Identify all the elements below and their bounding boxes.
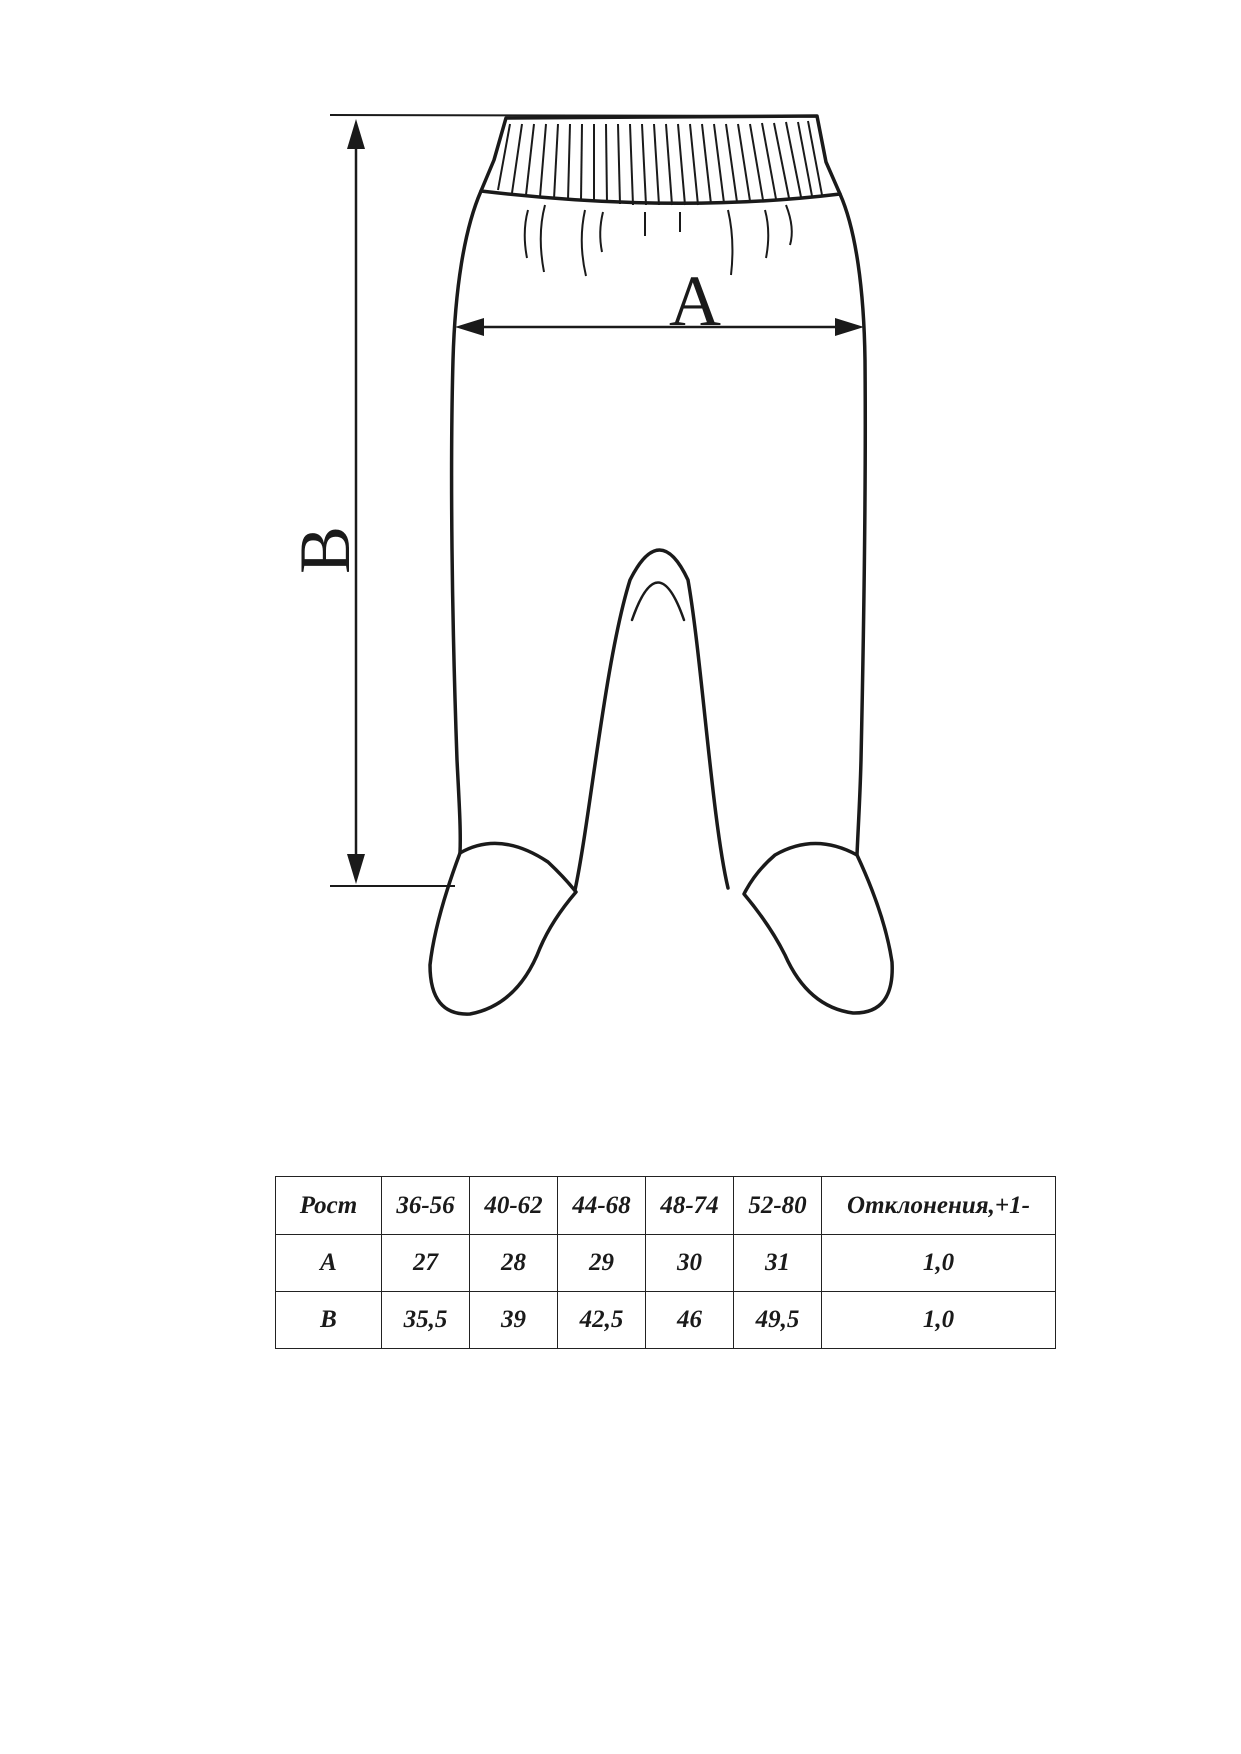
table-cell: 29 <box>558 1235 646 1292</box>
table-cell: 39 <box>470 1292 558 1349</box>
dimension-a-arrow <box>455 318 864 336</box>
dimension-b-label: B <box>285 525 365 575</box>
table-header-row <box>276 1177 1056 1235</box>
table-cell: 27 <box>382 1235 470 1292</box>
header-label: Рост <box>276 1177 382 1235</box>
dimension-b-arrow <box>330 115 815 886</box>
table-cell: 31 <box>734 1235 822 1292</box>
table-cell: 42,5 <box>558 1292 646 1349</box>
header-size: 40-62 <box>470 1177 558 1235</box>
waistband <box>481 116 840 203</box>
table-cell: 35,5 <box>382 1292 470 1349</box>
pants-outline <box>452 191 866 855</box>
table-cell: 30 <box>646 1235 734 1292</box>
waistband-ribs <box>498 121 822 205</box>
header-deviation: Отклонения,+1- <box>822 1177 1056 1235</box>
table-row <box>276 1292 1056 1349</box>
table-cell: 49,5 <box>734 1292 822 1349</box>
row-label: A <box>276 1235 382 1292</box>
header-size: 44-68 <box>558 1177 646 1235</box>
gathering-folds <box>525 205 792 276</box>
table-cell: 28 <box>470 1235 558 1292</box>
right-bootie <box>744 844 892 1014</box>
header-size: 52-80 <box>734 1177 822 1235</box>
header-size: 48-74 <box>646 1177 734 1235</box>
left-bootie <box>430 843 576 1014</box>
size-table <box>275 1176 1056 1349</box>
table-cell: 46 <box>646 1292 734 1349</box>
dimension-a-label: A <box>669 261 721 341</box>
crotch-seam <box>632 583 684 621</box>
table-row <box>276 1235 1056 1292</box>
deviation-cell: 1,0 <box>822 1292 1056 1349</box>
header-size: 36-56 <box>382 1177 470 1235</box>
row-label: B <box>276 1292 382 1349</box>
crotch-outline <box>575 550 728 890</box>
deviation-cell: 1,0 <box>822 1235 1056 1292</box>
